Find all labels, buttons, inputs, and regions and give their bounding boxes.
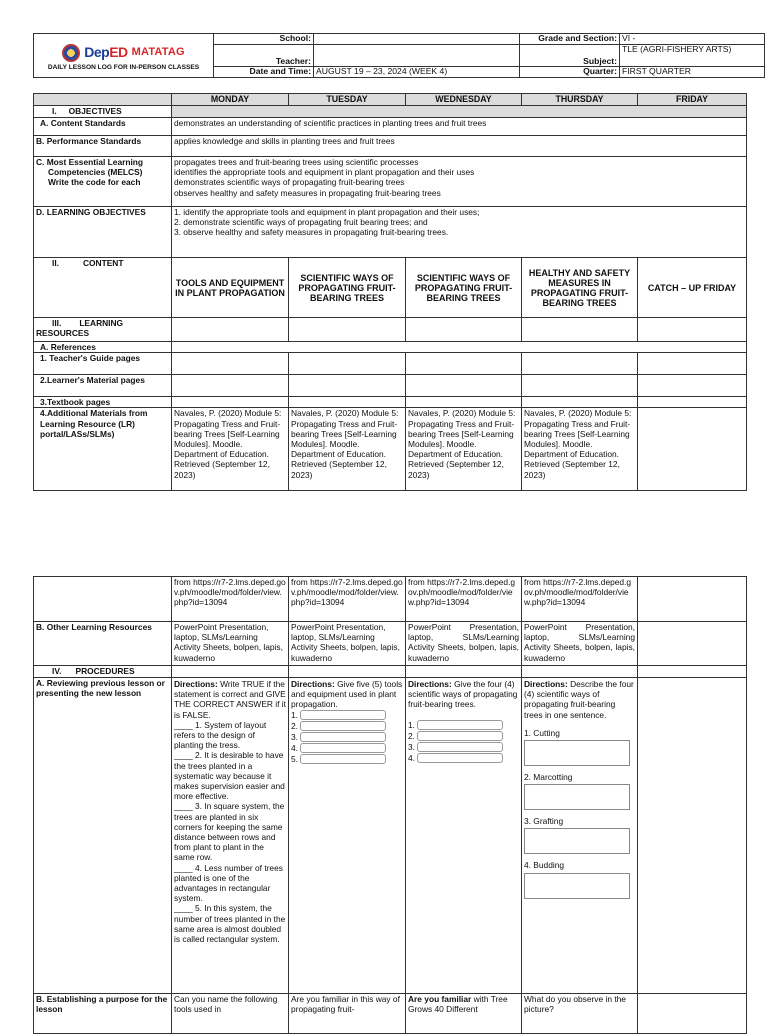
other-resources-wednesday: PowerPoint Presentation, laptop, SLMs/Learning Activity Sheets, bolpen, lapis, kuwaderno [406, 622, 522, 666]
day-tuesday: TUESDAY [289, 94, 406, 106]
other-resources-monday: PowerPoint Presentation, laptop, SLMs/Learning Activity Sheets, bolpen, lapis, kuwaderno [172, 622, 289, 666]
content-standards-label: A. Content Standards [34, 118, 172, 136]
melcs-value: propagates trees and fruit-bearing trees using scientific processes identifies the appropriate tools and equipment in plant propagation and their uses demonstrates scientific ways of propagating fruit-bearing trees observes healthy and safety measures in propagating fruit-bearing trees [172, 157, 747, 207]
day-friday: FRIDAY [638, 94, 747, 106]
review-monday: Directions: Write TRUE if the statement is correct and GIVE THE CORRECT ANSWER if it is FALSE. ____ 1. System of layout refers to the design of planting the tress. ____ 2. It is desirable to have the trees planted in a systematic way because it makes supervision easier and more effective. ____ 3. In square system, the trees are planted in six corners for keeping the same distance between rows and from plant to plant in the same row. ____ 4. Less number of trees planted is one of the advantages in rectangular system. ____ 5. In this system, the number of trees planted in the same area is almost doubled is called rectangular system. [172, 678, 289, 994]
content-monday: TOOLS AND EQUIPMENT IN PLANT PROPAGATION [172, 258, 289, 318]
citation-cont-monday: from https://r7-2.lms.deped.gov.ph/moodle/mod/folder/view.php?id=13094 [172, 577, 289, 622]
review-wednesday: Directions: Give the four (4) scientific ways of propagating fruit-bearing trees. 1. 2. 3. 4. [406, 678, 522, 994]
way-marcotting: 2. Marcotting [524, 772, 573, 783]
content-thursday: HEALTHY AND SAFETY MEASURES IN PROPAGATING FRUIT-BEARING TREES [522, 258, 638, 318]
review-thursday: Directions: Describe the four (4) scientific ways of propagating fruit-bearing trees in one sentence. 1. Cutting 2. Marcotting 3. Grafting 4. Budding [522, 678, 638, 994]
lesson-log-table [33, 93, 747, 491]
true-false-item: ____ 2. It is desirable to have the trees planted in a systematic way because it makes supervision easier and more effective. [174, 750, 285, 802]
teacher-value[interactable] [314, 45, 520, 67]
true-false-item: ____ 4. Less number of trees planted is one of the advantages in rectangular system. [174, 862, 283, 904]
citation-cont-thursday: from https://r7-2.lms.deped.gov.ph/moodle/mod/folder/view.php?id=13094 [522, 577, 638, 622]
lesson-log-table-continued [33, 576, 747, 1034]
learners-material-label: 2.Learner's Material pages [34, 375, 172, 397]
citation-cont-tuesday: from https://r7-2.lms.deped.gov.ph/moodle/mod/folder/view.php?id=13094 [289, 577, 406, 622]
subject-value[interactable]: TLE (AGRI-FISHERY ARTS) [620, 45, 765, 67]
deped-logo [34, 42, 213, 64]
performance-standards-label: B. Performance Standards [34, 136, 172, 157]
day-wednesday: WEDNESDAY [406, 94, 522, 106]
subject-label: Subject: [520, 45, 620, 67]
grade-value[interactable]: VI - [620, 34, 765, 45]
datetime-label: Date and Time: [214, 67, 314, 78]
citation-cont-wednesday: from https://r7-2.lms.deped.gov.ph/moodle/mod/folder/view.php?id=13094 [406, 577, 522, 622]
answer-box[interactable] [417, 731, 503, 741]
answer-box[interactable] [300, 743, 386, 753]
citation-wednesday: Navales, P. (2020) Module 5: Propagating Tress and Fruit-bearing Trees [Self-Learning Modules]. Moodle. Department of Education. Retrieved (September 12, 2023) [406, 408, 522, 491]
day-monday: MONDAY [172, 94, 289, 106]
additional-materials-label: 4.Additional Materials from Learning Resource (LR) portal/LASs/SLMs) [34, 408, 172, 491]
answer-box[interactable] [524, 828, 630, 854]
citation-monday: Navales, P. (2020) Module 5: Propagating Tress and Fruit-bearing Trees [Self-Learning Modules]. Moodle. Department of Education. Retrieved (September 12, 2023) [172, 408, 289, 491]
deped-seal-icon [62, 44, 80, 62]
purpose-thursday: What do you observe in the picture? [522, 994, 638, 1034]
answer-box[interactable] [417, 720, 503, 730]
other-resources-label: B. Other Learning Resources [34, 622, 172, 666]
quarter-label: Quarter: [520, 67, 620, 78]
corner-cell [34, 94, 172, 106]
purpose-label: B. Establishing a purpose for the lesson [34, 994, 172, 1034]
other-resources-thursday: PowerPoint Presentation, laptop, SLMs/Learning Activity Sheets, bolpen, lapis, kuwaderno [522, 622, 638, 666]
datetime-value[interactable]: AUGUST 19 – 23, 2024 (WEEK 4) [314, 67, 520, 78]
review-tuesday: Directions: Give five (5) tools and equipment used in plant propagation. 1. 2. 3. 4. 5. [289, 678, 406, 994]
school-value[interactable] [314, 34, 520, 45]
citation-tuesday: Navales, P. (2020) Module 5: Propagating Tress and Fruit-bearing Trees [Self-Learning Modules]. Moodle. Department of Education. Retrieved (September 12, 2023) [289, 408, 406, 491]
answer-box[interactable] [524, 873, 630, 899]
logo-cell [34, 34, 214, 78]
answer-box[interactable] [524, 784, 630, 810]
true-false-item: ____ 5. In this system, the number of trees planted in the same area is almost doubled is called rectangular system. [174, 903, 286, 945]
resources-heading: III. LEARNING RESOURCES [34, 318, 172, 342]
way-grafting: 3. Grafting [524, 816, 564, 827]
review-lesson-label: A. Reviewing previous lesson or presenting the new lesson [34, 678, 172, 994]
procedures-heading: IV. PROCEDURES [34, 666, 172, 678]
answer-box[interactable] [417, 753, 503, 763]
answer-box[interactable] [300, 754, 386, 764]
citation-thursday: Navales, P. (2020) Module 5: Propagating Tress and Fruit-bearing Trees [Self-Learning Modules]. Moodle. Department of Education. Retrieved (September 12, 2023) [522, 408, 638, 491]
true-false-item: ____ 3. In square system, the trees are planted in six corners for keeping the same distance between rows and from plant to plant in the same row. [174, 801, 285, 863]
brand-name: DepED [84, 43, 128, 60]
other-resources-tuesday: PowerPoint Presentation, laptop, SLMs/Learning Activity Sheets, bolpen, lapis, kuwaderno [289, 622, 406, 666]
way-budding: 4. Budding [524, 860, 565, 871]
textbook-label: 3.Textbook pages [34, 397, 172, 408]
purpose-wednesday: Are you familiar with Tree Grows 40 Different [406, 994, 522, 1034]
purpose-tuesday: Are you familiar in this way of propagating fruit- [289, 994, 406, 1034]
true-false-item: ____ 1. System of layout refers to the design of planting the tress. [174, 719, 267, 751]
purpose-monday: Can you name the following tools used in [172, 994, 289, 1034]
references-label: A. References [34, 342, 172, 353]
quarter-value[interactable]: FIRST QUARTER [620, 67, 765, 78]
school-label: School: [214, 34, 314, 45]
answer-box[interactable] [300, 710, 386, 720]
way-cutting: 1. Cutting [524, 727, 560, 738]
melcs-label: C. Most Essential Learning Competencies (MELCS) Write the code for each [34, 157, 172, 207]
learning-objectives-label: D. LEARNING OBJECTIVES [34, 207, 172, 258]
objectives-heading: I. OBJECTIVES [34, 106, 172, 118]
answer-box[interactable] [300, 721, 386, 731]
content-tuesday: SCIENTIFIC WAYS OF PROPAGATING FRUIT-BEARING TREES [289, 258, 406, 318]
teachers-guide-label: 1. Teacher's Guide pages [34, 353, 172, 375]
answer-box[interactable] [300, 732, 386, 742]
learning-objectives-value: 1. identify the appropriate tools and equipment in plant propagation and their uses; 2. demonstrate scientific ways of propagating fruit bearing trees; and 3. observe healthy and safety measures in propagating fruit-bearing trees. [172, 207, 747, 258]
content-friday: CATCH – UP FRIDAY [638, 258, 747, 318]
answer-box[interactable] [417, 742, 503, 752]
answer-box[interactable] [524, 740, 630, 766]
day-thursday: THURSDAY [522, 94, 638, 106]
content-wednesday: SCIENTIFIC WAYS OF PROPAGATING FRUIT-BEARING TREES [406, 258, 522, 318]
brand-tag: MATATAG [131, 45, 185, 58]
performance-standards-value: applies knowledge and skills in planting trees and fruit trees [172, 136, 747, 157]
header-table [33, 33, 765, 78]
grade-label: Grade and Section: [520, 34, 620, 45]
content-label: II. CONTENT [34, 258, 172, 318]
content-standards-value: demonstrates an understanding of scientific practices in planting trees and fruit trees [172, 118, 747, 136]
doc-type: DAILY LESSON LOG FOR IN-PERSON CLASSES [47, 63, 200, 71]
teacher-label: Teacher: [214, 45, 314, 67]
